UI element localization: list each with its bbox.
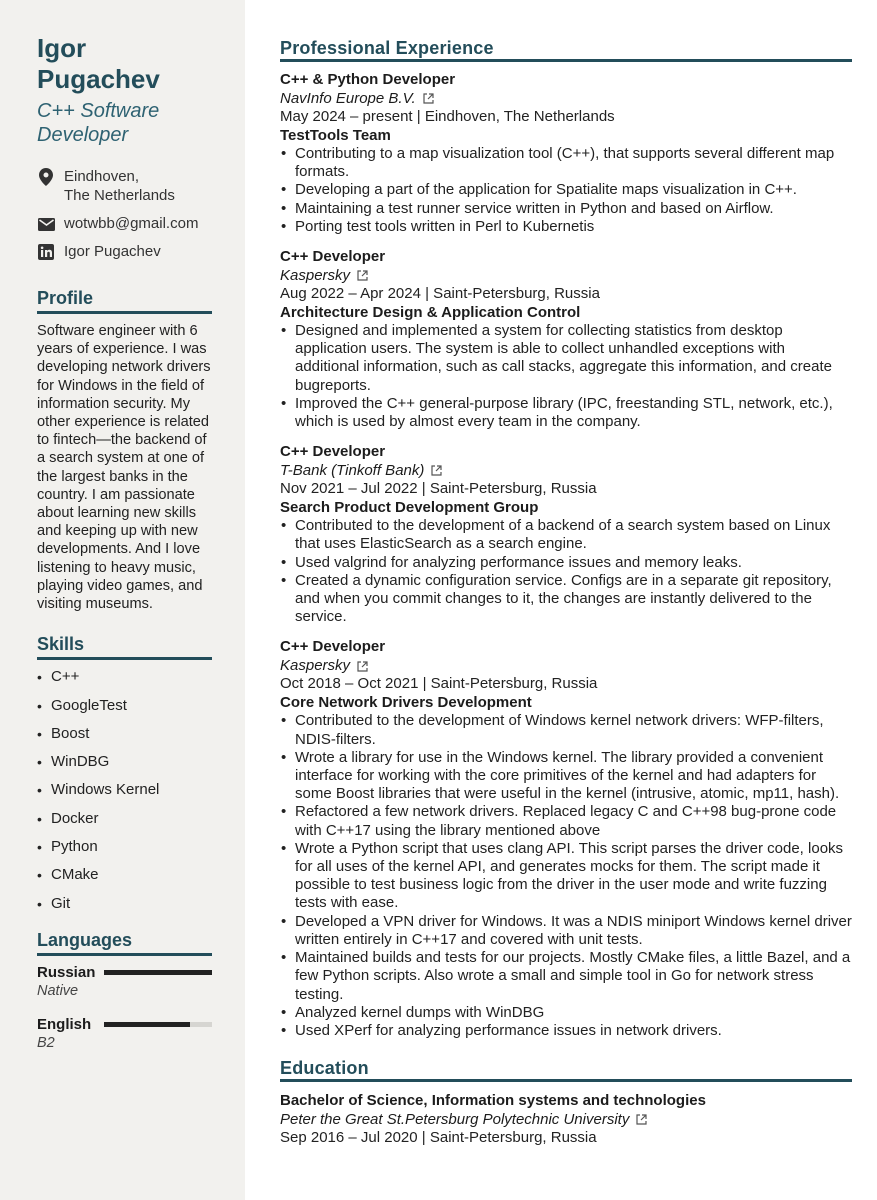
skill-label: Boost [51, 724, 90, 742]
team-name: Search Product Development Group [280, 498, 539, 516]
skill-item: • Docker [37, 809, 99, 827]
bullet-item: • Refactored a few network drivers. Replaced legacy C and C++98 bug-prone code with C++17 using the library mentioned above [280, 803, 852, 839]
education-dates: Sep 2016 – Jul 2020 | Saint-Petersburg, Russia [280, 1129, 597, 1147]
job-title: C++ Developer [280, 443, 386, 461]
bullet-item: • Developing a part of the application for Spatialite maps visualization in C++. [280, 181, 852, 199]
job-title: C++ Developer [280, 638, 386, 656]
role-line-2: Developer [37, 124, 129, 146]
job-dates: May 2024 – present | Eindhoven, The Netherlands [280, 108, 615, 125]
jobs-list [280, 71, 852, 1040]
bullet-item: • Wrote a Python script that uses clang API. This script parses the driver code, looks for all uses of the kernel API, and generates mocks for them. The script made it possible to test business logic from the driver in the user mode and write fuzzing tests with ease. [280, 840, 852, 913]
external-link-icon[interactable] [636, 1114, 647, 1125]
role-line-1: C++ Software [37, 100, 160, 122]
team-name: TestTools Team [280, 126, 391, 144]
team-name: Architecture Design & Application Control [280, 303, 581, 321]
last-name: Pugachev [37, 64, 160, 94]
bullet-item: • Maintaining a test runner service written in Python and based on Airflow. [280, 200, 852, 218]
location-row [37, 167, 212, 205]
job-entry [280, 443, 852, 626]
job-bullets [280, 712, 852, 1040]
company-name[interactable]: Kaspersky [280, 266, 351, 284]
job-bullets [280, 145, 852, 236]
sidebar [0, 0, 245, 1200]
skill-item: • Python [37, 838, 98, 856]
skill-label: WinDBG [51, 753, 110, 771]
linkedin-icon [37, 243, 55, 261]
external-link-icon[interactable] [423, 93, 434, 104]
first-name: Igor [37, 33, 87, 63]
bullet-item: • Contributed to the development of Windows kernel network drivers: WFP-filters, NDIS-filters. [280, 712, 852, 748]
language-proficiency-fill [104, 970, 212, 975]
company-row [280, 90, 852, 109]
job-role [37, 99, 212, 147]
language-row [37, 964, 212, 982]
bullet-item: • Contributing to a map visualization tool (C++), that supports several different map formats. [280, 145, 852, 181]
contact-info [37, 167, 212, 261]
company-name[interactable]: Kaspersky [280, 656, 351, 674]
bullet-item: • Analyzed kernel dumps with WinDBG [280, 1004, 852, 1022]
job-title: C++ & Python Developer [280, 71, 456, 88]
external-link-icon[interactable] [357, 661, 368, 672]
bullet-item: • Contributed to the development of a backend of a search system based on Linux that uses ElasticSearch as a search engine. [280, 517, 852, 553]
skill-label: Git [51, 894, 71, 912]
skill-item: • Git [37, 894, 71, 912]
language-level: Native [37, 982, 79, 999]
bullet-item: • Wrote a library for use in the Windows kernel. The library provided a convenient interface for working with the core primitives of the kernel and had adapters for some Boost libraries that were useful in the kernel (intrusive, atomic, mp11, hash). [280, 749, 852, 804]
location-line-1: Eindhoven, [64, 168, 140, 185]
job-entry [280, 638, 852, 1040]
bullet-item: • Created a dynamic configuration service. Configs are in a separate git repository, and when you commit changes to it, the changes are instantly delivered to the service. [280, 572, 852, 627]
profile-text: Software engineer with 6 years of experience. I was developing network drivers for Windows in the field of information security. My other experience is related to fintech—the backend of a search system at one of the largest banks in the country. I am passionate about learning new skills and keeping up with new developments. And I love listening to heavy music, playing video games, and visiting museums. [37, 323, 211, 613]
external-link-icon[interactable] [357, 270, 368, 281]
bullet-item: • Improved the C++ general-purpose library (IPC, freestanding STL, network, etc.), which is used by almost every team in the company. [280, 395, 852, 431]
education-heading: Education [280, 1057, 852, 1082]
company-row [280, 462, 852, 481]
main-content [280, 37, 852, 1148]
company-row [280, 657, 852, 676]
language-row [37, 1016, 212, 1034]
profile-heading: Profile [37, 287, 212, 314]
skill-label: CMake [51, 866, 99, 884]
skill-label: C++ [51, 668, 80, 686]
school-row [280, 1111, 852, 1130]
skill-item: • Windows Kernel [37, 781, 160, 799]
degree: Bachelor of Science, Information systems and technologies [280, 1092, 706, 1110]
language-proficiency-fill [104, 1022, 190, 1027]
job-dates: Aug 2022 – Apr 2024 | Saint-Petersburg, Russia [280, 285, 600, 303]
skill-label: Docker [51, 809, 99, 827]
language-name: English [37, 1015, 92, 1033]
education-entry [280, 1092, 852, 1148]
experience-heading: Professional Experience [280, 37, 852, 62]
company-name[interactable]: NavInfo Europe B.V. [280, 89, 416, 107]
job-dates: Nov 2021 – Jul 2022 | Saint-Petersburg, Russia [280, 480, 597, 498]
language-name: Russian [37, 963, 96, 981]
language-level: B2 [37, 1034, 55, 1051]
skill-label: Windows Kernel [51, 781, 160, 799]
linkedin-link[interactable]: Igor Pugachev [64, 243, 161, 260]
bullet-item: • Developed a VPN driver for Windows. It was a NDIS miniport Windows kernel driver written entirely in C++17 and covered with unit tests. [280, 913, 852, 949]
skill-item: • CMake [37, 866, 99, 884]
skill-label: GoogleTest [51, 696, 127, 714]
company-name[interactable]: T-Bank (Tinkoff Bank) [280, 461, 425, 479]
skill-item: • GoogleTest [37, 696, 127, 714]
job-entry [280, 71, 852, 236]
bullet-item: • Used XPerf for analyzing performance issues in network drivers. [280, 1022, 852, 1040]
bullet-item: • Designed and implemented a system for collecting statistics from desktop application users. The system is able to collect unhandled exceptions with additional information, such as call stacks, aggregate this information, and create bugreports. [280, 322, 852, 395]
skill-item: • WinDBG [37, 753, 110, 771]
job-entry [280, 248, 852, 431]
skills-list [37, 668, 212, 912]
school-name[interactable]: Peter the Great St.Petersburg Polytechnic University [280, 1110, 630, 1128]
company-row [280, 267, 852, 286]
external-link-icon[interactable] [431, 465, 442, 476]
languages-heading: Languages [37, 929, 212, 956]
skills-heading: Skills [37, 633, 212, 660]
location-line-2: The Netherlands [64, 187, 175, 204]
job-title: C++ Developer [280, 248, 386, 266]
languages-list [37, 964, 212, 1052]
skill-label: Python [51, 838, 98, 856]
job-bullets [280, 322, 852, 431]
linkedin-row[interactable] [37, 242, 212, 261]
skill-item: • C++ [37, 668, 80, 686]
language-proficiency-bar [104, 1022, 212, 1027]
bullet-item: • Maintained builds and tests for our projects. Mostly CMake files, a little Bazel, and a few Python scripts. Also wrote a small and simple tool in Go for network stress testing. [280, 949, 852, 1004]
language-proficiency-bar [104, 970, 212, 975]
location-pin-icon [37, 168, 55, 186]
job-bullets [280, 517, 852, 626]
bullet-item: • Used valgrind for analyzing performance issues and memory leaks. [280, 554, 852, 572]
bullet-item: • Porting test tools written in Perl to Kubernetis [280, 218, 852, 236]
email-link[interactable]: wotwbb@gmail.com [64, 215, 199, 232]
skill-item: • Boost [37, 724, 90, 742]
team-name: Core Network Drivers Development [280, 693, 532, 711]
job-dates: Oct 2018 – Oct 2021 | Saint-Petersburg, Russia [280, 675, 598, 693]
email-row[interactable] [37, 214, 212, 233]
envelope-icon [37, 215, 55, 233]
